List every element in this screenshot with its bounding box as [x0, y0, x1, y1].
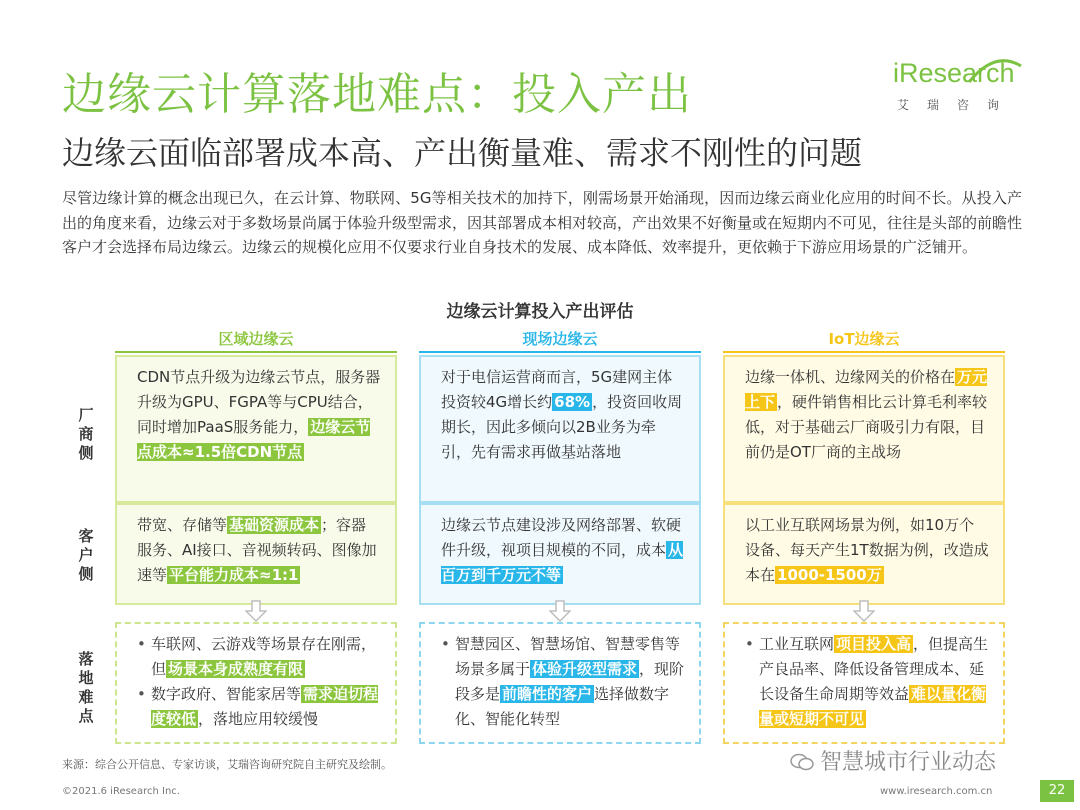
- source-note: 来源：综合公开信息、专家访谈，艾瑞咨询研究院自主研究及绘制。: [62, 758, 392, 771]
- iresearch-logo: [893, 58, 1023, 122]
- cell-text: 智慧园区、智慧场馆、智慧零售等场景多属于: [455, 635, 681, 678]
- down-arrow-icon: [549, 600, 571, 622]
- copyright: ©2021.6 iResearch Inc.: [62, 786, 180, 797]
- cell-iot-customer: [723, 503, 1005, 605]
- cell-text: 对于电信运营商而言，5G建网主体投资较4G增长约: [441, 368, 673, 411]
- row-label-difficulty: 落地难点: [78, 650, 94, 725]
- chart-title: 边缘云计算投入产出评估: [446, 302, 634, 322]
- down-arrow-icon: [245, 600, 267, 622]
- highlight: 万元上下: [745, 368, 988, 411]
- highlight: 平台能力成本≈1:1: [169, 566, 299, 584]
- highlight: 1000-1500万: [777, 566, 882, 584]
- wechat-icon: [790, 753, 814, 771]
- column-divider-regional: [115, 351, 397, 353]
- down-arrow-icon: [853, 600, 875, 622]
- list-item: [137, 682, 381, 732]
- highlight: 前瞻性的客户: [502, 685, 593, 703]
- column-header-onsite: [419, 328, 701, 349]
- cell-text: ，现阶段多是: [455, 660, 685, 703]
- cell-text: 选择做数字化、智能化转型: [455, 685, 670, 728]
- column-divider-iot: [723, 351, 1005, 353]
- cell-text: ，落地应用较缓慢: [198, 710, 319, 728]
- page-subtitle: 边缘云面临部署成本高、产出衡量难、需求不刚性的问题: [62, 134, 863, 172]
- cell-text: 工业互联网: [759, 635, 835, 653]
- column-header-iot: [723, 328, 1005, 349]
- cell-text: 以工业互联网场景为例，如10万个设备、每天产生1T数据为例，改造成本在: [745, 516, 989, 584]
- cell-text: ，投资回收周期长，因此多倾向以2B业务为牵引，先有需求再做基站落地: [441, 393, 683, 461]
- column-header-label: IoT边缘云: [828, 330, 900, 348]
- page-number: 22: [1040, 780, 1074, 802]
- cell-text: 车联网、云游戏等场景存在刚需，但: [151, 635, 377, 678]
- cell-iot-difficulty: [723, 622, 1005, 744]
- cell-text: 带宽、存储等: [137, 516, 228, 534]
- cell-text: 边缘一体机、边缘网关的价格在: [745, 368, 956, 386]
- highlight: 68%: [554, 393, 591, 411]
- list-item: [441, 632, 685, 732]
- logo-subtext: 艾瑞咨询: [897, 98, 1018, 112]
- highlight: 边缘云节点成本≈1.5倍CDN节点: [137, 418, 371, 461]
- column-header-label: 现场边缘云: [522, 330, 598, 348]
- row-label-vendor: 厂商侧: [78, 406, 94, 462]
- cell-text: 边缘云节点建设涉及网络部署、软硬件升级，视项目规模的不同，成本: [441, 516, 682, 559]
- column-divider-onsite: [419, 351, 701, 353]
- cell-text: ；容器服务、AI接口、音视频转码、图像加速等: [137, 516, 377, 584]
- cell-regional-customer: [115, 503, 397, 605]
- column-header-label: 区域边缘云: [218, 330, 294, 348]
- column-header-regional: [115, 328, 397, 349]
- highlight: 需求迫切程度较低: [151, 685, 379, 728]
- cell-text: CDN节点升级为边缘云节点，服务器升级为GPU、FGPA等与CPU结合，同时增加PaaS服务能力，: [137, 368, 381, 436]
- site-url: www.iresearch.com.cn: [880, 786, 993, 797]
- cell-text: ，但提高生产良品率、降低设备管理成本、延长设备生命周期等效益: [759, 635, 989, 703]
- logo-text: iResearch: [893, 58, 1015, 88]
- page-title: 边缘云计算落地难点：投入产出: [62, 69, 692, 120]
- cell-regional-vendor: [115, 355, 397, 503]
- cell-iot-vendor: [723, 355, 1005, 503]
- cell-onsite-customer: [419, 503, 701, 605]
- watermark: [790, 745, 996, 776]
- highlight: 体验升级型需求: [532, 660, 638, 678]
- highlight: 项目投入高: [836, 635, 912, 653]
- highlight: 难以量化衡量或短期不可见: [759, 685, 987, 728]
- cell-onsite-difficulty: [419, 622, 701, 744]
- list-item: [745, 632, 989, 732]
- cell-text: ，硬件销售相比云计算毛利率较低，对于基础云厂商吸引力有限，目前仍是OT厂商的主战场: [745, 393, 988, 461]
- highlight: 基础资源成本: [229, 516, 320, 534]
- highlight: 从百万到千万元不等: [441, 541, 684, 584]
- list-item: [137, 632, 381, 682]
- cell-regional-difficulty: [115, 622, 397, 744]
- row-label-customer: 客户侧: [78, 527, 94, 583]
- cell-onsite-vendor: [419, 355, 701, 503]
- highlight: 场景本身成熟度有限: [168, 660, 304, 678]
- cell-text: 数字政府、智能家居等: [151, 685, 302, 703]
- watermark-text: 智慧城市行业动态: [820, 750, 997, 775]
- intro-paragraph: 尽管边缘计算的概念出现已久，在云计算、物联网、5G等相关技术的加持下，刚需场景开始涌现，因而边缘云商业化应用的时间不长。从投入产出的角度来看，边缘云对于多数场景尚属于体验升级型需求，因其部署成本相对较高，产出效果不好衡量或在短期内不可见，往往是头部的前瞻性客户才会选择布局边缘云。边缘云的规模化应用不仅要求行业自身技术的发展、成本降低、效率提升，更依赖于下游应用场景的广泛铺开。: [62, 189, 1023, 256]
